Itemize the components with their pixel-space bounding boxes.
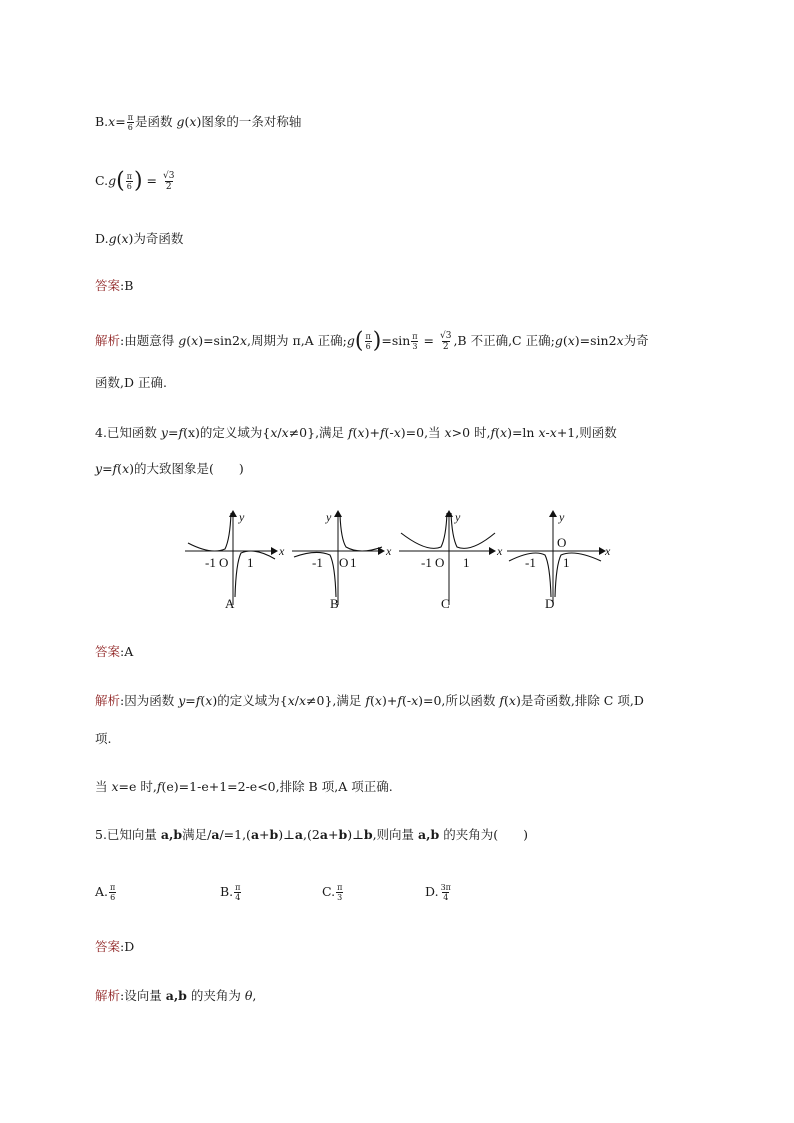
fraction-pi-3 bbox=[411, 332, 418, 351]
fraction-pi-6 bbox=[365, 332, 372, 351]
var-x: x bbox=[298, 693, 307, 708]
text: ( bbox=[117, 461, 123, 476]
text: 由题意得 bbox=[124, 333, 179, 348]
var-x: x bbox=[281, 425, 289, 440]
denominator: 4 bbox=[235, 893, 241, 902]
text: (- bbox=[401, 693, 412, 708]
x-label: x bbox=[386, 544, 392, 558]
func-f: f bbox=[156, 779, 162, 794]
y-label: y bbox=[326, 510, 332, 524]
q4-graph-options bbox=[183, 507, 613, 615]
tick-neg1: -1 bbox=[525, 555, 536, 570]
x-label: x bbox=[279, 544, 285, 558]
x-label: x bbox=[497, 544, 503, 558]
tick-neg1: -1 bbox=[205, 555, 216, 570]
q4-analysis-line3 bbox=[95, 777, 393, 797]
func-f: f bbox=[379, 425, 385, 440]
text: 的夹角为( ) bbox=[439, 827, 528, 842]
var-x: x bbox=[108, 114, 116, 129]
q5-options bbox=[95, 882, 495, 906]
var-x: x bbox=[508, 693, 516, 708]
q4-stem-line1 bbox=[95, 423, 617, 443]
numerator: π bbox=[365, 332, 371, 341]
var-x: x bbox=[121, 231, 129, 246]
func-f: f bbox=[365, 693, 370, 708]
text: 为奇函数 bbox=[133, 231, 184, 246]
graph-letter: C bbox=[441, 596, 450, 611]
text: 图象的一条对称轴 bbox=[201, 114, 302, 129]
analysis-label: 解析 bbox=[95, 988, 121, 1003]
text: =e 时, bbox=[118, 779, 157, 794]
right-paren: ) bbox=[372, 328, 382, 354]
fraction-pi-6 bbox=[127, 113, 134, 132]
tick-1: 1 bbox=[247, 555, 254, 570]
analysis-label: 解析 bbox=[95, 693, 121, 708]
curve-right bbox=[340, 515, 382, 551]
denominator: 6 bbox=[365, 342, 371, 351]
graph-letter: B bbox=[330, 596, 339, 611]
text: - bbox=[545, 425, 550, 440]
denominator: 6 bbox=[110, 893, 116, 902]
answer-value: B bbox=[124, 278, 134, 293]
q5-answer bbox=[95, 937, 134, 957]
option-fraction bbox=[109, 883, 116, 902]
vector-a: a bbox=[319, 827, 328, 842]
colon: : bbox=[120, 693, 125, 708]
option-label: B. bbox=[220, 884, 234, 899]
var-x: x bbox=[270, 425, 278, 440]
var-x: x bbox=[122, 461, 130, 476]
denominator: 3 bbox=[337, 893, 343, 902]
option-label: C. bbox=[322, 884, 336, 899]
var-x: x bbox=[393, 425, 401, 440]
text: )=ln bbox=[507, 425, 539, 440]
q5-option-d bbox=[425, 882, 453, 902]
denominator: 2 bbox=[165, 182, 172, 192]
text: / bbox=[277, 425, 282, 440]
text: , bbox=[252, 988, 257, 1003]
vector-b: b bbox=[363, 827, 373, 842]
text: )⊥ bbox=[347, 827, 364, 842]
origin-label: O bbox=[219, 555, 229, 570]
graph-d bbox=[507, 510, 611, 611]
text: 满足/ bbox=[182, 827, 212, 842]
x-label: x bbox=[605, 544, 611, 558]
left-paren: ( bbox=[354, 328, 364, 354]
func-g: g bbox=[108, 231, 117, 246]
var-x: x bbox=[549, 425, 557, 440]
text: ( bbox=[352, 425, 358, 440]
q3-answer bbox=[95, 276, 133, 296]
var-x: x bbox=[189, 114, 197, 129]
numerator: π bbox=[127, 113, 133, 122]
text: 的定义域为{ bbox=[199, 425, 271, 440]
text: + bbox=[327, 827, 339, 842]
text: 4.已知函数 bbox=[95, 425, 161, 440]
q3-analysis-line2: 函数,D 正确. bbox=[95, 375, 167, 390]
text: ,周期为 π,A 正确; bbox=[247, 333, 347, 348]
text: )的大致图象是( ) bbox=[129, 461, 244, 476]
func-f: f bbox=[499, 693, 505, 708]
var-x: x bbox=[567, 333, 575, 348]
q3-option-d: D.g(x)为奇函数 bbox=[95, 231, 184, 246]
numerator: π bbox=[126, 172, 132, 181]
numerator: 3π bbox=[440, 883, 451, 892]
text: + bbox=[259, 827, 270, 842]
q5-option-a bbox=[95, 882, 117, 902]
q4-answer bbox=[95, 642, 133, 662]
vector-b: b bbox=[269, 827, 279, 842]
numerator: π bbox=[235, 883, 241, 892]
numerator: π bbox=[412, 332, 418, 341]
option-label: C. bbox=[95, 173, 109, 188]
curve-right bbox=[555, 553, 601, 597]
text: )=0,当 bbox=[400, 425, 445, 440]
text: 是函数 bbox=[134, 114, 173, 129]
text: (x) bbox=[183, 425, 200, 440]
tick-1: 1 bbox=[563, 555, 570, 570]
text: ( bbox=[370, 693, 375, 708]
q4-stem-line2 bbox=[95, 459, 244, 479]
origin-label: O bbox=[435, 555, 445, 570]
answer-value: A bbox=[124, 644, 134, 659]
text: 设向量 bbox=[124, 988, 166, 1003]
text: +1,则函数 bbox=[556, 425, 617, 440]
colon: : bbox=[120, 939, 125, 954]
fraction-pi-6 bbox=[126, 172, 133, 191]
func-f: f bbox=[348, 425, 353, 440]
y-label: y bbox=[239, 510, 245, 524]
q3-option-c bbox=[95, 168, 176, 194]
var-theta: θ bbox=[244, 988, 253, 1003]
text: ,则向量 bbox=[372, 827, 419, 842]
answer-label: 答案 bbox=[95, 644, 121, 659]
y-label: y bbox=[559, 510, 565, 524]
origin-label: O bbox=[339, 555, 349, 570]
var-x: x bbox=[111, 779, 119, 794]
tick-neg1: -1 bbox=[421, 555, 432, 570]
vector-a: a bbox=[250, 827, 260, 842]
text: 5.已知向量 bbox=[95, 827, 161, 842]
text: ≠0},满足 bbox=[288, 425, 349, 440]
answer-value: D bbox=[124, 939, 135, 954]
text: ( bbox=[495, 425, 501, 440]
func-g: g bbox=[346, 333, 355, 348]
equals-sign: = bbox=[146, 173, 158, 188]
text: ,B 不正确,C 正确; bbox=[453, 333, 555, 348]
left-paren: ( bbox=[116, 168, 125, 194]
numerator: π bbox=[110, 883, 116, 892]
graph-b bbox=[292, 510, 392, 611]
func-g: g bbox=[178, 333, 187, 348]
text: )=0,所以函数 bbox=[418, 693, 500, 708]
text: ( bbox=[504, 693, 509, 708]
var-x: x bbox=[287, 693, 295, 708]
q5-option-c bbox=[322, 882, 344, 902]
vectors-ab: a,b bbox=[165, 988, 187, 1003]
q5-analysis bbox=[95, 986, 256, 1006]
colon: : bbox=[120, 333, 125, 348]
q4-analysis-line2: 项. bbox=[95, 731, 112, 746]
option-label: D. bbox=[95, 231, 109, 246]
text: = bbox=[419, 333, 438, 348]
text: )⊥ bbox=[278, 827, 295, 842]
denominator: 6 bbox=[127, 123, 133, 132]
text: )+ bbox=[364, 425, 380, 440]
text: 因为函数 bbox=[124, 693, 179, 708]
colon: : bbox=[120, 278, 125, 293]
vector-a: a bbox=[211, 827, 220, 842]
func-f: =f bbox=[185, 693, 201, 708]
option-label: D. bbox=[425, 884, 439, 899]
func-g: g bbox=[176, 114, 185, 129]
denominator: 6 bbox=[126, 182, 132, 191]
tick-neg1: -1 bbox=[312, 555, 323, 570]
func-f: =f bbox=[102, 461, 118, 476]
text: )是奇函数,排除 C 项,D bbox=[515, 693, 644, 708]
tick-1: 1 bbox=[350, 555, 357, 570]
func-f: f bbox=[490, 425, 496, 440]
option-fraction bbox=[234, 883, 241, 902]
q3-analysis-line1 bbox=[95, 328, 649, 354]
curve-right bbox=[235, 551, 275, 597]
text: ( bbox=[562, 333, 568, 348]
text: )的定义域为{ bbox=[212, 693, 288, 708]
q4-analysis-line1 bbox=[95, 691, 644, 711]
option-label: B. bbox=[95, 114, 109, 129]
text: /=1,( bbox=[219, 827, 251, 842]
text: (e)=1-e+1=2-e<0,排除 B 项,A 项正确. bbox=[161, 779, 393, 794]
answer-label: 答案 bbox=[95, 939, 121, 954]
colon: : bbox=[120, 644, 125, 659]
graph-c bbox=[399, 510, 503, 611]
vectors-ab: a,b bbox=[418, 827, 440, 842]
fraction-sqrt3-2 bbox=[162, 171, 175, 192]
q3-option-b: B.x= $\frac{\pi}{6}$ 是函数 g(x)图象的一条对称轴 bbox=[95, 113, 302, 132]
answer-label: 答案 bbox=[95, 278, 121, 293]
var-x: x bbox=[538, 425, 546, 440]
text: 当 bbox=[95, 779, 112, 794]
var-x: x bbox=[205, 693, 213, 708]
var-y: y bbox=[178, 693, 186, 708]
curve-left bbox=[188, 513, 231, 551]
denominator: 2 bbox=[442, 342, 449, 352]
var-y: y bbox=[160, 425, 168, 440]
text: ( bbox=[186, 333, 192, 348]
func-f: f bbox=[397, 693, 402, 708]
curve-left bbox=[401, 513, 447, 548]
tick-1: 1 bbox=[463, 555, 470, 570]
text: )=sin2 bbox=[574, 333, 617, 348]
analysis-label: 解析 bbox=[95, 333, 121, 348]
right-paren: ) bbox=[133, 168, 143, 194]
numerator: √3 bbox=[163, 171, 175, 181]
var-x: x bbox=[500, 425, 508, 440]
var-x: x bbox=[357, 425, 365, 440]
graph-letter: D bbox=[545, 596, 555, 611]
text: )=sin2 bbox=[198, 333, 240, 348]
var-x: x bbox=[616, 333, 624, 348]
text: (- bbox=[384, 425, 394, 440]
text: ≠0},满足 bbox=[306, 693, 366, 708]
origin-label: O bbox=[557, 535, 567, 550]
text: 的夹角为 bbox=[186, 988, 245, 1003]
text: ,(2 bbox=[303, 827, 320, 842]
text: / bbox=[294, 693, 299, 708]
var-x: x bbox=[444, 425, 452, 440]
equals-sign: = bbox=[115, 114, 126, 129]
text: 为奇 bbox=[623, 333, 649, 348]
denominator: 3 bbox=[412, 342, 418, 351]
text: )+ bbox=[381, 693, 398, 708]
vector-a: a bbox=[294, 827, 304, 842]
graph-a bbox=[185, 510, 285, 611]
numerator: π bbox=[337, 883, 343, 892]
var-x: x bbox=[374, 693, 382, 708]
func-f: =f bbox=[167, 425, 184, 440]
func-g: g bbox=[108, 173, 117, 188]
var-x: x bbox=[191, 333, 199, 348]
graph-letter: A bbox=[225, 596, 235, 611]
var-x: x bbox=[239, 333, 248, 348]
text: ( bbox=[200, 693, 206, 708]
option-fraction bbox=[336, 883, 343, 902]
var-x: x bbox=[411, 693, 419, 708]
vectors-ab: a,b bbox=[160, 827, 183, 842]
var-y: y bbox=[95, 461, 103, 476]
fraction-sqrt3-2 bbox=[439, 331, 452, 352]
option-fraction bbox=[440, 883, 452, 902]
vector-b: b bbox=[338, 827, 348, 842]
func-g: g bbox=[554, 333, 563, 348]
q5-stem bbox=[95, 825, 528, 845]
colon: : bbox=[120, 988, 125, 1003]
q5-option-b bbox=[220, 882, 242, 902]
y-label: y bbox=[455, 510, 461, 524]
text: >0 时, bbox=[451, 425, 491, 440]
option-label: A. bbox=[95, 884, 109, 899]
denominator: 4 bbox=[443, 893, 449, 902]
text: =sin bbox=[381, 333, 411, 348]
numerator: √3 bbox=[439, 331, 452, 341]
